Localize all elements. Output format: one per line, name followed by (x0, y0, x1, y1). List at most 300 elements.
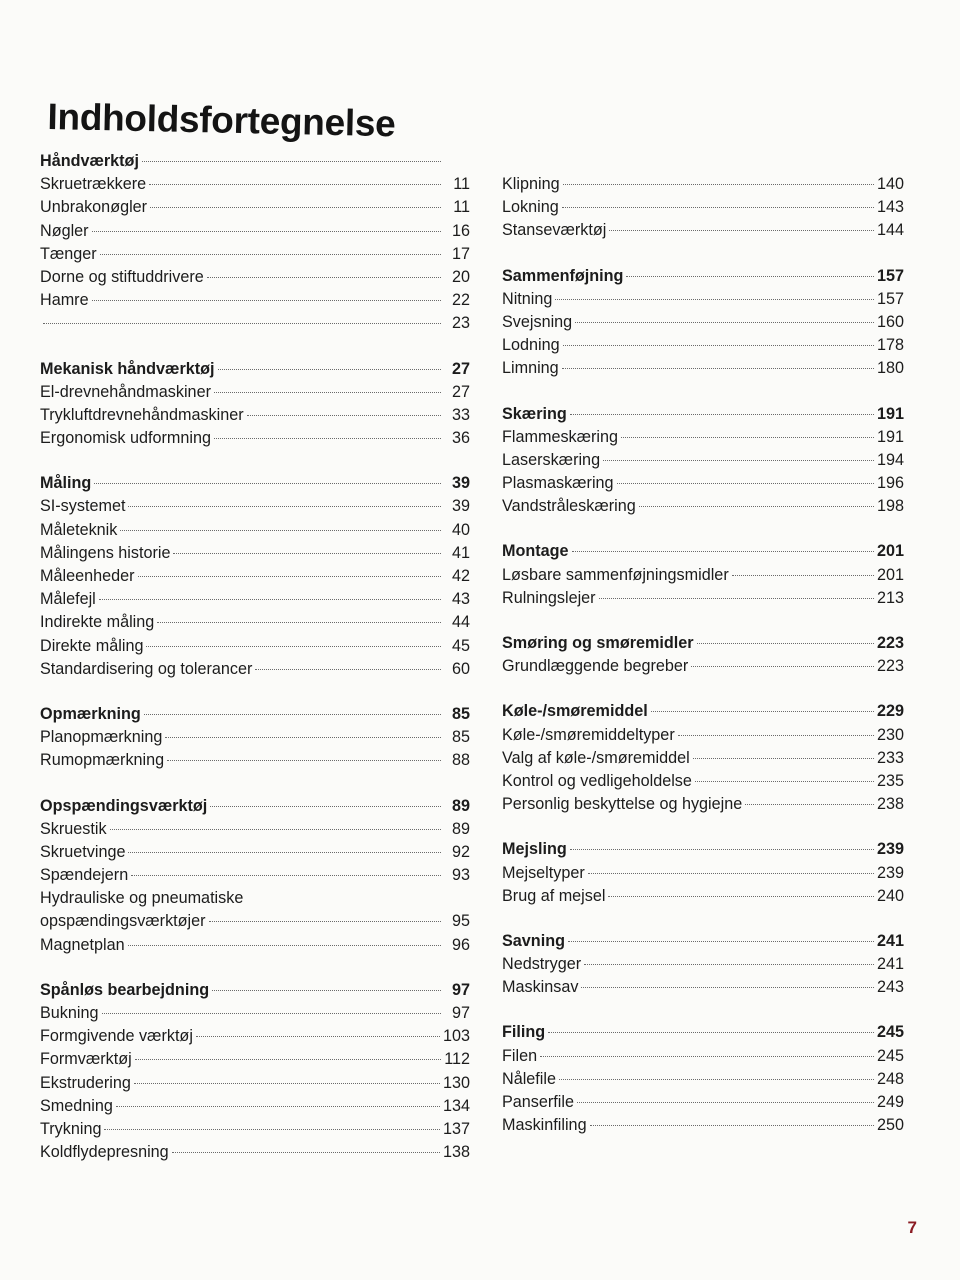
toc-entry (40, 542, 470, 565)
toc-entry (40, 864, 470, 887)
toc-entry (40, 1072, 470, 1095)
toc-page-number: 11 (453, 198, 470, 217)
dot-leader (128, 852, 441, 853)
dot-leader (555, 299, 874, 300)
toc-entry (502, 334, 904, 357)
dot-leader (247, 415, 441, 416)
dot-leader (570, 414, 874, 415)
section-gap (502, 678, 904, 700)
toc-page-number: 157 (876, 289, 904, 308)
toc-page-number: 157 (876, 266, 904, 285)
toc-entry (40, 427, 470, 450)
dot-leader (609, 230, 874, 231)
toc-page-number: 44 (451, 613, 470, 632)
toc-entry-label: Skruetvinge (40, 842, 126, 861)
toc-entry (502, 564, 904, 587)
dot-leader (695, 781, 874, 782)
toc-section (502, 173, 904, 243)
toc-entry-label: Valg af køle-/smøremiddel (502, 748, 690, 767)
toc-entry-label: Hamre (40, 291, 89, 310)
toc-section (502, 1021, 904, 1137)
toc-section (502, 700, 904, 816)
dot-leader (165, 737, 441, 738)
dot-leader (134, 1083, 440, 1084)
dot-leader (138, 576, 442, 577)
dot-leader (584, 964, 874, 965)
toc-heading-label: Sammenføjning (502, 266, 624, 285)
toc-page-number: 112 (444, 1050, 470, 1069)
toc-page-number: 233 (876, 748, 904, 767)
toc-page-number: 88 (451, 751, 470, 770)
toc-entry (502, 885, 904, 908)
dot-leader (150, 207, 441, 208)
toc-page-number: 180 (876, 359, 904, 378)
toc-entry-label: Køle-/smøremiddeltyper (502, 725, 675, 744)
dot-leader (116, 1106, 440, 1107)
toc-page-number: 97 (451, 1004, 470, 1022)
toc-page-number: 243 (876, 978, 904, 997)
toc-entry (502, 1068, 904, 1091)
dot-leader (157, 622, 441, 623)
section-gap (502, 610, 904, 632)
toc-section-heading (40, 472, 470, 495)
toc-entry (502, 196, 904, 219)
page-number: 7 (907, 1218, 917, 1237)
toc-entry-label: Nitning (502, 289, 553, 308)
dot-leader (575, 322, 874, 323)
toc-section-heading (502, 403, 904, 426)
toc-heading-label: Opmærkning (40, 704, 141, 723)
dot-leader (110, 829, 441, 830)
toc-heading-label: Filing (502, 1023, 546, 1042)
dot-leader (144, 714, 441, 715)
toc-entry-label: SI-systemet (40, 497, 126, 516)
toc-page-number: 11 (453, 175, 470, 194)
dot-leader (588, 873, 874, 874)
dot-leader (142, 161, 441, 162)
toc-entry (40, 1118, 470, 1141)
toc-entry-label: Løsbare sammenføjningsmidler (502, 565, 729, 584)
toc-page-number: 41 (451, 543, 470, 562)
dot-leader (603, 460, 874, 461)
toc-page-number: 196 (876, 474, 904, 493)
toc-entry-label: Måleteknik (40, 520, 118, 539)
toc-entry-label: Brug af mejsel (502, 886, 606, 905)
toc-entry (40, 1048, 470, 1071)
toc-page-number: 39 (451, 474, 470, 493)
toc-section (40, 150, 470, 336)
toc-page-number: 33 (451, 405, 470, 424)
toc-entry (40, 1141, 470, 1164)
section-gap (40, 957, 470, 979)
dot-leader (697, 643, 874, 644)
toc-entry-label: Lokning (502, 198, 559, 217)
toc-page-number: 138 (442, 1143, 470, 1162)
dot-leader (732, 575, 874, 576)
toc-section-heading (502, 265, 904, 288)
dot-leader (131, 875, 441, 876)
section-gap (40, 681, 470, 703)
dot-leader (99, 599, 441, 600)
toc-section (502, 930, 904, 1000)
toc-entry-label: Svejsning (502, 312, 573, 331)
toc-entry (502, 311, 904, 334)
toc-section-heading (502, 700, 904, 723)
toc-page-number: 229 (876, 702, 904, 721)
dot-leader (207, 277, 441, 278)
toc-page-number: 241 (876, 931, 904, 950)
toc-page-number: 248 (876, 1069, 904, 1088)
toc-entry-label: Mejseltyper (502, 863, 585, 882)
toc-entry-label: Nålefile (502, 1069, 556, 1088)
toc-section-heading (502, 838, 904, 861)
toc-page-number: 96 (451, 935, 470, 954)
toc-page-number: 143 (876, 198, 904, 217)
dot-leader (590, 1125, 874, 1126)
dot-leader (209, 921, 441, 922)
toc-section-heading (40, 150, 470, 173)
dot-leader (92, 300, 441, 301)
toc-entry (40, 1095, 470, 1118)
toc-entry (40, 588, 470, 611)
toc-entry-label: Rulningslejer (502, 588, 596, 607)
toc-entry-label: Skruestik (40, 819, 107, 838)
section-gap (40, 450, 470, 472)
toc-page-number: 40 (451, 520, 470, 539)
toc-entry (40, 841, 470, 864)
section-gap (40, 336, 470, 358)
toc-entry-label: Limning (502, 359, 559, 378)
toc-page-number: 241 (876, 955, 904, 974)
toc-entry (40, 404, 470, 427)
toc-entry (40, 196, 470, 219)
toc-section-heading (502, 632, 904, 655)
toc-page-number: 230 (876, 725, 904, 744)
toc-section-heading (40, 703, 470, 726)
toc-entry (502, 655, 904, 678)
dot-leader (581, 987, 874, 988)
toc-entry (40, 381, 470, 404)
dot-leader (540, 1056, 874, 1057)
section-gap (40, 773, 470, 795)
dot-leader (572, 551, 874, 552)
toc-entry-label: Direkte måling (40, 636, 144, 655)
dot-leader (218, 369, 441, 370)
toc-entry-label: Kontrol og vedligeholdelse (502, 771, 692, 790)
toc-entry (502, 587, 904, 610)
toc-entry (40, 749, 470, 772)
toc-page-number: 239 (876, 840, 904, 859)
dot-leader (149, 184, 441, 185)
dot-leader (570, 849, 874, 850)
toc-entry (502, 770, 904, 793)
toc-entry-label: Måleenheder (40, 567, 135, 585)
toc-page-number: 16 (451, 221, 470, 240)
toc-entry-label: Tænger (40, 244, 97, 263)
toc-entry-label: Trykluftdrevnehåndmaskiner (40, 405, 244, 424)
toc-page-number: 213 (876, 588, 904, 607)
toc-page-number: 240 (876, 886, 904, 905)
toc-page-number: 250 (876, 1116, 904, 1135)
toc-entry (502, 288, 904, 311)
toc-entry-label: Unbrakonøgler (40, 198, 148, 217)
toc-page-number: 201 (876, 542, 904, 561)
toc-heading-label: Måling (40, 474, 92, 493)
toc-section (40, 358, 470, 451)
toc-entry (40, 887, 470, 910)
toc-entry-label: Klipning (502, 175, 560, 193)
toc-entry (502, 976, 904, 999)
dot-leader (212, 990, 441, 991)
toc-entry-label: Trykning (40, 1119, 102, 1138)
toc-entry-label: Formgivende værktøj (40, 1027, 193, 1046)
dot-leader (128, 945, 441, 946)
toc-entry (502, 173, 904, 196)
toc-entry (502, 449, 904, 472)
toc-section (502, 540, 904, 610)
toc-page-number: 95 (451, 912, 470, 931)
toc-section (502, 838, 904, 908)
toc-page-number: 223 (876, 657, 904, 676)
toc-page-number: 140 (876, 175, 904, 193)
dot-leader (577, 1102, 874, 1103)
toc-page-number: 245 (876, 1023, 904, 1042)
toc-page-number: 191 (876, 427, 904, 446)
toc-heading-label: Skæring (502, 404, 567, 423)
toc-section (502, 403, 904, 519)
toc-entry (40, 312, 470, 335)
toc-page-number: 137 (442, 1119, 470, 1138)
toc-heading-label: Køle-/smøremiddel (502, 702, 648, 721)
toc-entry (502, 953, 904, 976)
toc-section-heading (502, 930, 904, 953)
dot-leader (43, 323, 441, 324)
toc-page-number: 45 (451, 636, 470, 655)
dot-leader (599, 598, 874, 599)
dot-leader (214, 392, 441, 393)
dot-leader (173, 553, 441, 554)
toc-section (40, 703, 470, 773)
toc-entry (40, 1002, 470, 1025)
dot-leader (128, 506, 441, 507)
toc-heading-label: Savning (502, 931, 565, 950)
toc-heading-label: Smøring og smøremidler (502, 634, 694, 652)
toc-entry-label: Koldflydepresning (40, 1143, 169, 1162)
toc-entry (502, 1045, 904, 1068)
toc-section (40, 979, 470, 1165)
toc-page-number: 43 (451, 590, 470, 609)
toc-entry-label: Vandstråleskæring (502, 497, 636, 516)
dot-leader (693, 758, 874, 759)
toc-entry-label: Plasmaskæring (502, 474, 614, 493)
toc-entry-label: Spændejern (40, 866, 129, 885)
dot-leader (214, 438, 441, 439)
section-gap (502, 381, 904, 403)
toc-heading-label: Mejsling (502, 840, 567, 859)
dot-leader (639, 506, 874, 507)
toc-entry-label: Formværktøj (40, 1050, 132, 1069)
dot-leader (621, 437, 874, 438)
toc-page-number: 201 (876, 565, 904, 584)
toc-page-number: 134 (442, 1096, 470, 1115)
toc-entry (40, 565, 470, 588)
toc-entry-label: Dorne og stiftuddrivere (40, 267, 204, 286)
toc-entry (40, 910, 470, 933)
toc-page-number: 27 (451, 359, 470, 378)
toc-entry-label: Ergonomisk udformning (40, 429, 211, 448)
toc-page-number: 97 (451, 980, 470, 999)
toc-entry (502, 219, 904, 242)
toc-entry (40, 173, 470, 196)
dot-leader (691, 666, 874, 667)
page-title: Indholdsfortegnelse (47, 96, 396, 145)
toc-section-heading (40, 979, 470, 1002)
toc-entry-label: Maskinfiling (502, 1116, 587, 1135)
toc-entry-label: Laserskæring (502, 450, 601, 469)
toc-heading-label: Montage (502, 542, 569, 561)
toc-entry-label: Personlig beskyttelse og hygiejne (502, 795, 743, 814)
toc-entry-label: Grundlæggende begreber (502, 657, 689, 676)
dot-leader (102, 1013, 442, 1014)
toc-page-number: 223 (876, 634, 904, 652)
toc-page-number: 36 (451, 429, 470, 448)
toc-entry-label: Filen (502, 1046, 538, 1065)
dot-leader (167, 760, 441, 761)
toc-page-number: 23 (451, 314, 470, 333)
toc-page-number: 194 (876, 450, 904, 469)
dot-leader (559, 1079, 874, 1080)
toc-entry (40, 1025, 470, 1048)
toc-entry (40, 818, 470, 841)
toc-page-number: 191 (876, 404, 904, 423)
toc-entry-label: Lodning (502, 336, 560, 355)
toc-entry-label: Målefejl (40, 590, 96, 609)
dot-leader (678, 735, 874, 736)
toc-section-heading (40, 795, 470, 818)
dot-leader (196, 1036, 440, 1037)
dot-leader (146, 646, 441, 647)
toc-page-number: 144 (876, 221, 904, 240)
toc-entry-label: Bukning (40, 1004, 99, 1022)
toc-entry (502, 426, 904, 449)
toc-entry (502, 793, 904, 816)
toc-entry-label: Ekstrudering (40, 1073, 131, 1092)
toc-page-number: 103 (442, 1027, 470, 1046)
toc-page-number: 22 (451, 291, 470, 310)
toc-entry (502, 747, 904, 770)
section-gap (502, 999, 904, 1021)
toc-entry (40, 243, 470, 266)
toc-page-number: 85 (451, 704, 470, 723)
dot-leader (210, 806, 441, 807)
toc-entry-label: Smedning (40, 1096, 113, 1115)
dot-leader (120, 530, 441, 531)
toc-entry-label: Rumopmærkning (40, 751, 165, 770)
section-gap (502, 518, 904, 540)
section-gap (502, 908, 904, 930)
toc-page-number: 239 (876, 863, 904, 882)
toc-page-number: 238 (876, 795, 904, 814)
toc-entry (502, 495, 904, 518)
dot-leader (92, 231, 441, 232)
toc-section (40, 795, 470, 957)
toc-entry (502, 1091, 904, 1114)
toc-section (502, 632, 904, 678)
toc-entry-label: opspændingsværktøjer (40, 912, 206, 931)
dot-leader (563, 345, 874, 346)
dot-leader (651, 711, 874, 712)
toc-section (40, 472, 470, 681)
toc-page-number: 92 (451, 842, 470, 861)
toc-section-heading (502, 540, 904, 563)
dot-leader (568, 941, 874, 942)
toc-entry-label: Maskinsav (502, 978, 579, 997)
toc-page-number: 235 (876, 771, 904, 790)
section-gap (502, 816, 904, 838)
toc-page-number: 245 (876, 1046, 904, 1065)
toc-heading-label: Spånløs bearbejdning (40, 980, 210, 999)
toc-entry (40, 635, 470, 658)
dot-leader (562, 368, 874, 369)
toc-entry (502, 357, 904, 380)
toc-entry-label: Målingens historie (40, 543, 171, 562)
toc-entry-label: Skruetrækkere (40, 175, 147, 194)
toc-page-number: 42 (451, 567, 470, 585)
toc-entry-label: Indirekte måling (40, 613, 155, 632)
toc-page-number: 130 (442, 1073, 470, 1092)
toc-entry (40, 519, 470, 542)
toc-heading-label: Håndværktøj (40, 152, 139, 170)
toc-right-column (502, 173, 904, 1137)
toc-entry-label: Stanseværktøj (502, 221, 607, 240)
toc-page-number: 39 (451, 497, 470, 516)
dot-leader (104, 1129, 440, 1130)
toc-page-number: 160 (876, 312, 904, 331)
toc-section-heading (502, 1021, 904, 1044)
toc-entry (40, 726, 470, 749)
dot-leader (745, 804, 874, 805)
dot-leader (172, 1152, 440, 1153)
toc-entry (502, 472, 904, 495)
toc-page-number: 60 (451, 659, 470, 678)
toc-left-column (40, 150, 470, 1164)
toc-entry (40, 289, 470, 312)
toc-entry (502, 724, 904, 747)
dot-leader (255, 669, 441, 670)
toc-page-number: 89 (451, 796, 470, 815)
toc-page-number: 20 (451, 267, 470, 286)
toc-page-number: 249 (876, 1093, 904, 1111)
toc-entry-label: Planopmærkning (40, 728, 163, 747)
toc-page-number: 89 (451, 819, 470, 838)
toc-heading-label: Opspændingsværktøj (40, 796, 208, 815)
toc-entry-label: Standardisering og tolerancer (40, 659, 253, 678)
toc-entry-label: Nedstryger (502, 955, 582, 974)
toc-entry (40, 611, 470, 634)
toc-page-number: 198 (876, 497, 904, 516)
toc-entry (502, 1114, 904, 1137)
toc-page-number: 27 (451, 382, 470, 401)
dot-leader (563, 184, 874, 185)
section-gap (502, 243, 904, 265)
toc-entry-label: Nøgler (40, 221, 89, 240)
toc-page-number: 17 (451, 244, 470, 263)
dot-leader (100, 254, 441, 255)
toc-entry (40, 495, 470, 518)
toc-entry (40, 220, 470, 243)
dot-leader (562, 207, 874, 208)
dot-leader (548, 1032, 874, 1033)
